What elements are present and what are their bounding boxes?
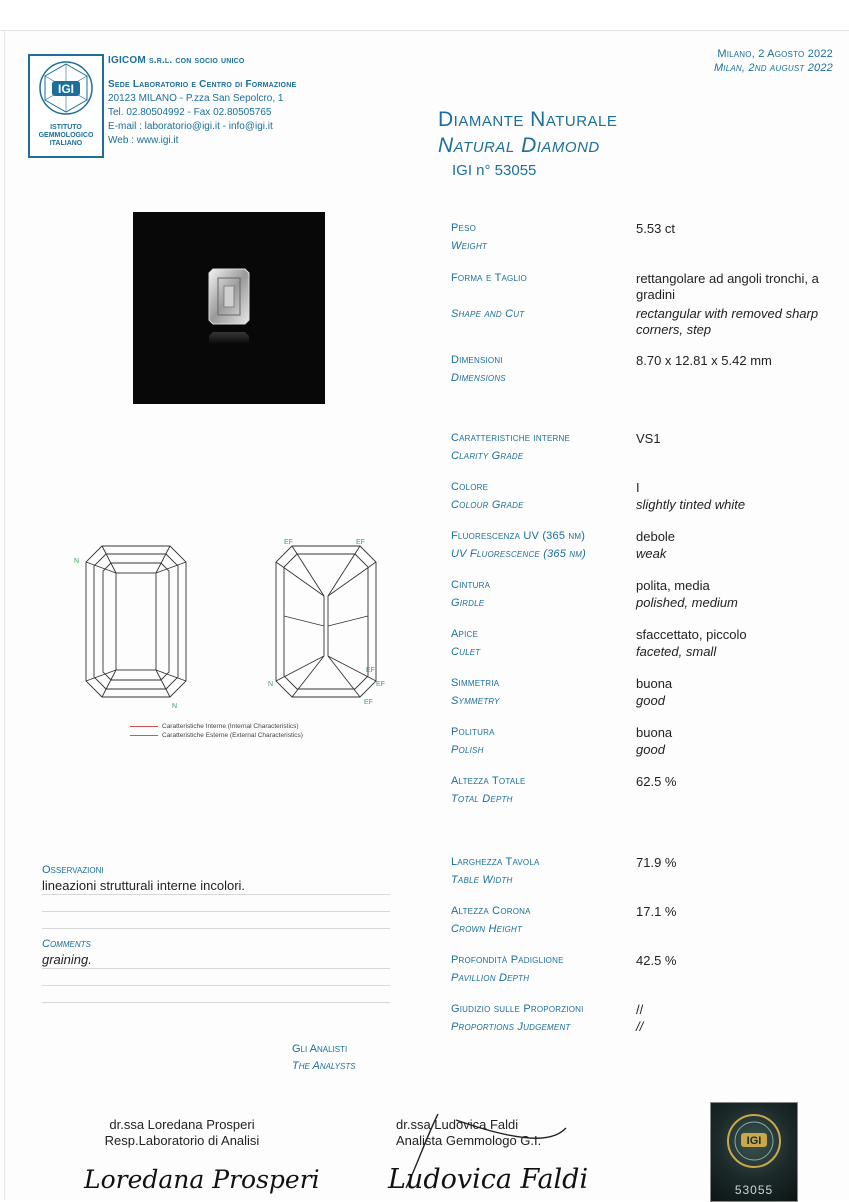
- title-english: Natural Diamond: [438, 134, 600, 157]
- analysts-title-italian: Gli Analisti: [292, 1043, 348, 1055]
- field-label-english: Colour Grade: [451, 499, 524, 511]
- field-label-italian: Profondità Padiglione: [451, 954, 564, 966]
- observations-value: lineazioni strutturali interne incolori.: [42, 878, 246, 893]
- field-value-italian: 5.53 ct: [636, 221, 676, 236]
- mark-n-3: N: [268, 681, 274, 688]
- field-label-italian: Cintura: [451, 579, 491, 591]
- hologram-label: IGI: [746, 1135, 762, 1147]
- lab-title: Sede Laboratorio e Centro di Formazione: [108, 79, 297, 90]
- hologram-seal: [710, 1102, 798, 1202]
- observations-title: Osservazioni: [42, 864, 104, 876]
- field-value-english: polished, medium: [636, 595, 738, 610]
- field-label-italian: Peso: [451, 222, 477, 234]
- date-italian: Milano, 2 Agosto 2022: [717, 48, 833, 60]
- analyst-2-signature-icon: [386, 1108, 589, 1200]
- analysts-title-english: The Analysts: [292, 1060, 356, 1072]
- top-view-icon: [86, 546, 186, 697]
- logo-mark: IGI: [57, 82, 75, 96]
- igi-number: IGI n° 53055: [452, 162, 537, 179]
- field-value-italian: 17.1 %: [636, 904, 677, 919]
- field-label-italian: Altezza Corona: [451, 905, 531, 917]
- field-label-italian: Politura: [451, 726, 495, 738]
- field-label-english: Clarity Grade: [451, 450, 524, 462]
- field-value-english: faceted, small: [636, 644, 717, 659]
- field-label-italian: Colore: [451, 481, 489, 493]
- comments-title: Comments: [42, 938, 91, 950]
- analyst-1: [92, 1117, 272, 1149]
- divider: [42, 985, 390, 986]
- field-label-english: Polish: [451, 744, 484, 756]
- field-value-italian: 71.9 %: [636, 855, 677, 870]
- field-label-english: Girdle: [451, 597, 485, 609]
- mark-ef-4: EF: [376, 681, 385, 688]
- divider: [42, 968, 390, 969]
- field-label-english: Proportions Judgement: [451, 1021, 571, 1033]
- field-value-italian: 62.5 %: [636, 774, 677, 789]
- field-label-italian: Giudizio sulle Proporzioni: [451, 1003, 584, 1015]
- logo-line-1: ISTITUTO: [50, 124, 82, 131]
- analyst-1-signature: Loredana Prosperi: [84, 1165, 320, 1194]
- field-label-english: Pavillion Depth: [451, 972, 530, 984]
- field-label-italian: Larghezza Tavola: [451, 856, 540, 868]
- field-label-english: Weight: [451, 240, 488, 252]
- field-value-italian: debole: [636, 529, 676, 544]
- comments-value: graining.: [42, 952, 92, 967]
- field-value-italian: //: [636, 1002, 644, 1017]
- mark-n-2: N: [172, 703, 178, 710]
- logo-line-3: ITALIANO: [49, 140, 83, 147]
- field-label-italian: Forma e Taglio: [451, 272, 527, 284]
- field-label-italian: Altezza Totale: [451, 775, 526, 787]
- mark-n-1: N: [74, 558, 80, 565]
- mark-ef-5: EF: [364, 699, 373, 706]
- legend-internal: Caratteristiche Interne (Internal Characteristics): [162, 723, 299, 730]
- field-label-english: Symmetry: [451, 695, 500, 707]
- issue-date: [714, 47, 833, 75]
- field-label-italian: Simmetria: [451, 677, 500, 689]
- field-value-english: good: [636, 742, 665, 757]
- date-english: Milan, 2nd august 2022: [713, 62, 833, 74]
- mark-ef-1: EF: [284, 539, 293, 546]
- field-value-italian: I: [636, 480, 640, 495]
- title-italian: Diamante Naturale: [438, 108, 618, 131]
- field-label-english: Culet: [451, 646, 481, 658]
- field-value-italian: VS1: [636, 431, 661, 446]
- field-label-italian: Caratteristiche interne: [451, 432, 571, 444]
- field-value-english: rectangular with removed sharp corners, step: [636, 306, 819, 337]
- logo-line-2: GEMMOLOGICO: [38, 132, 94, 139]
- field-value-english: //: [636, 1019, 644, 1034]
- field-value-english: weak: [636, 546, 667, 561]
- field-label-english: UV Fluorescence (365 nm): [451, 548, 586, 560]
- scan-top-band: [0, 0, 849, 31]
- analyst-2-role: Analista Gemmologo G.I.: [396, 1133, 542, 1148]
- field-value-italian: 8.70 x 12.81 x 5.42 mm: [636, 353, 772, 368]
- field-value-italian: polita, media: [636, 578, 710, 593]
- diamond-photo-icon: [133, 212, 325, 404]
- field-label-english: Total Depth: [451, 793, 513, 805]
- divider: [42, 1002, 390, 1003]
- mark-ef-3: EF: [366, 667, 375, 674]
- diagram-legend: [130, 722, 303, 740]
- divider: [42, 928, 390, 929]
- hologram-number: 53055: [734, 1183, 774, 1197]
- mark-ef-2: EF: [356, 539, 365, 546]
- igi-logo: [28, 54, 104, 158]
- company-email: E-mail : laboratorio@igi.it - info@igi.it: [108, 121, 273, 132]
- external-legend-line: [130, 735, 158, 736]
- legend-external: Caratteristiche Esterne (External Characteristics): [162, 732, 303, 739]
- analyst-1-signature-icon: [80, 1152, 320, 1198]
- company-web: Web : www.igi.it: [108, 135, 179, 146]
- company-name: IGICOM s.r.l. con socio unico: [108, 55, 245, 66]
- field-label-italian: Fluorescenza UV (365 nm): [451, 530, 586, 542]
- analyst-2-signature: Ludovica Faldi: [388, 1164, 589, 1195]
- divider: [42, 911, 390, 912]
- field-label-english: Table Width: [451, 874, 513, 886]
- field-value-italian: sfaccettato, piccolo: [636, 627, 747, 642]
- field-label-english: Dimensions: [451, 372, 506, 384]
- field-value-italian: buona: [636, 676, 673, 691]
- diamond-photo: [133, 212, 325, 404]
- igi-emblem-icon: [30, 56, 102, 124]
- internal-legend-line: [130, 726, 158, 727]
- field-label-italian: Apice: [451, 628, 479, 640]
- field-value-italian: 42.5 %: [636, 953, 677, 968]
- clarity-plot-diagram: [66, 536, 396, 711]
- company-address: 20123 MILANO - P.zza San Sepolcro, 1: [108, 93, 284, 104]
- company-info: [108, 54, 296, 148]
- divider: [42, 894, 390, 895]
- field-value-italian: rettangolare ad angoli tronchi, a gradini: [636, 271, 819, 302]
- analyst-1-role: Resp.Laboratorio di Analisi: [104, 1133, 260, 1148]
- field-value-italian: buona: [636, 725, 673, 740]
- field-label-italian: Dimensioni: [451, 354, 503, 366]
- field-label-english: Crown Height: [451, 923, 523, 935]
- hologram-emblem-icon: [711, 1103, 797, 1179]
- field-value-english: good: [636, 693, 665, 708]
- pavilion-view-icon: [276, 546, 376, 697]
- field-value-english: slightly tinted white: [636, 497, 746, 512]
- field-label-english: Shape and Cut: [451, 308, 525, 320]
- company-phone: Tel. 02.80504992 - Fax 02.80505765: [108, 107, 272, 118]
- analyst-1-name: dr.ssa Loredana Prosperi: [109, 1117, 255, 1132]
- analyst-2-name: dr.ssa Ludovica Faldi: [396, 1117, 519, 1132]
